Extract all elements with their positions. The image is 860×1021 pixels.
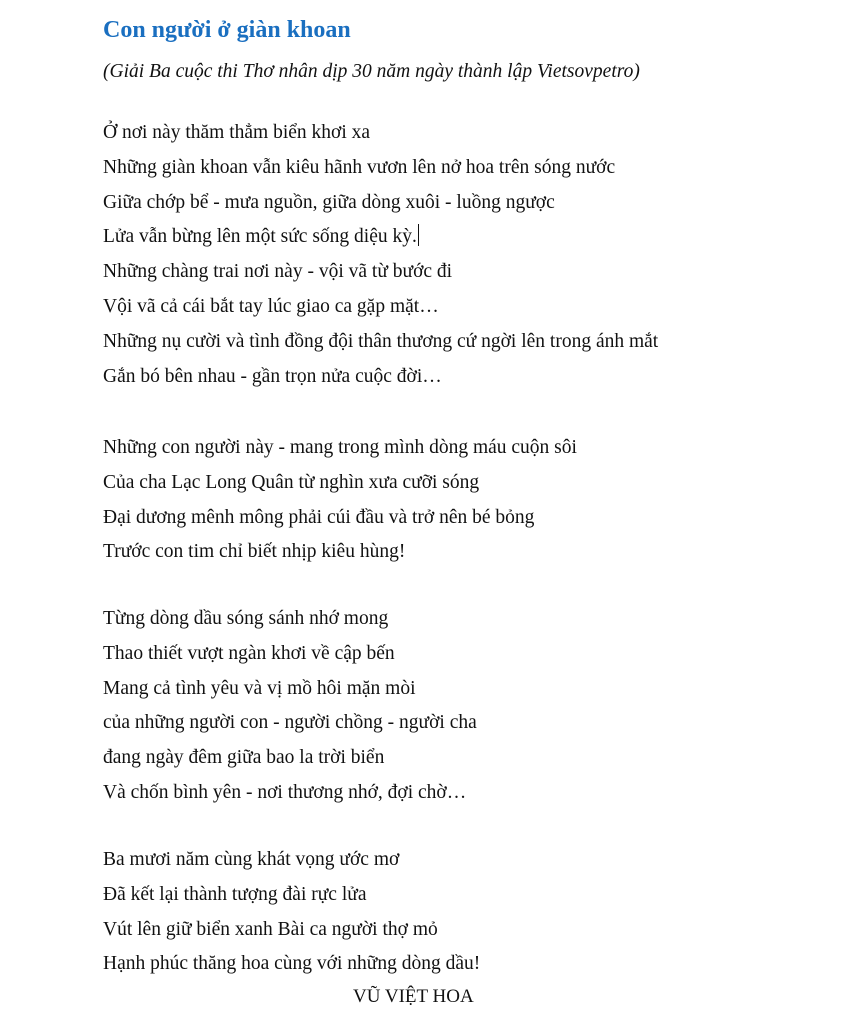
stanza-1 <box>103 116 658 394</box>
poem-line-text: Lửa vẫn bừng lên một sức sống diệu kỳ. <box>103 226 417 248</box>
poem-line: Những nụ cười và tình đồng đội thân thương cứ ngời lên trong ánh mắt <box>103 330 659 352</box>
poem-line: Ở nơi này thăm thẳm biển khơi xa <box>103 122 371 143</box>
stanza-4 <box>103 843 480 982</box>
poem-line: Những chàng trai nơi này - vội vã từ bước đi <box>103 261 453 283</box>
stanza-3 <box>103 602 477 811</box>
poem-title: Con người ở giàn khoan <box>103 17 351 43</box>
poem-line: Gắn bó bên nhau - gần trọn nửa cuộc đời… <box>103 365 442 387</box>
poem-line: Hạnh phúc thăng hoa cùng với những dòng dầu! <box>103 953 481 975</box>
poem-author: VŨ VIỆT HOA <box>353 986 474 1007</box>
poem-line: của những người con - người chồng - người cha <box>103 712 477 734</box>
poem-line: Trước con tim chỉ biết nhịp kiêu hùng! <box>103 541 406 563</box>
stanza-2 <box>103 431 577 570</box>
poem-line-with-caret[interactable] <box>103 220 658 255</box>
poem-line: Những con người này - mang trong mình dòng máu cuộn sôi <box>103 437 577 458</box>
text-cursor <box>418 224 419 246</box>
poem-line: Và chốn bình yên - nơi thương nhớ, đợi chờ… <box>103 781 467 803</box>
poem-line: Mang cả tình yêu và vị mồ hôi mặn mòi <box>103 677 416 699</box>
poem-line: Vội vã cả cái bắt tay lúc giao ca gặp mặt… <box>103 295 439 317</box>
poem-line: Vút lên giữ biển xanh Bài ca người thợ mỏ <box>103 918 438 940</box>
poem-line: Những giàn khoan vẫn kiêu hãnh vươn lên nở hoa trên sóng nước <box>103 156 616 178</box>
poem-line: Của cha Lạc Long Quân từ nghìn xưa cưỡi sóng <box>103 471 480 493</box>
poem-line: đang ngày đêm giữa bao la trời biển <box>103 747 385 769</box>
poem-line: Giữa chớp bể - mưa nguồn, giữa dòng xuôi - luồng ngược <box>103 191 555 213</box>
poem-line: Đã kết lại thành tượng đài rực lửa <box>103 883 367 905</box>
poem-line: Đại dương mênh mông phải cúi đầu và trở nên bé bỏng <box>103 506 535 528</box>
poem-line: Ba mươi năm cùng khát vọng ước mơ <box>103 849 400 870</box>
poem-line: Từng dòng dầu sóng sánh nhớ mong <box>103 608 389 629</box>
poem-subtitle: (Giải Ba cuộc thi Thơ nhân dịp 30 năm ngày thành lập Vietsovpetro) <box>103 61 640 82</box>
poem-line: Thao thiết vượt ngàn khơi về cập bến <box>103 642 395 664</box>
